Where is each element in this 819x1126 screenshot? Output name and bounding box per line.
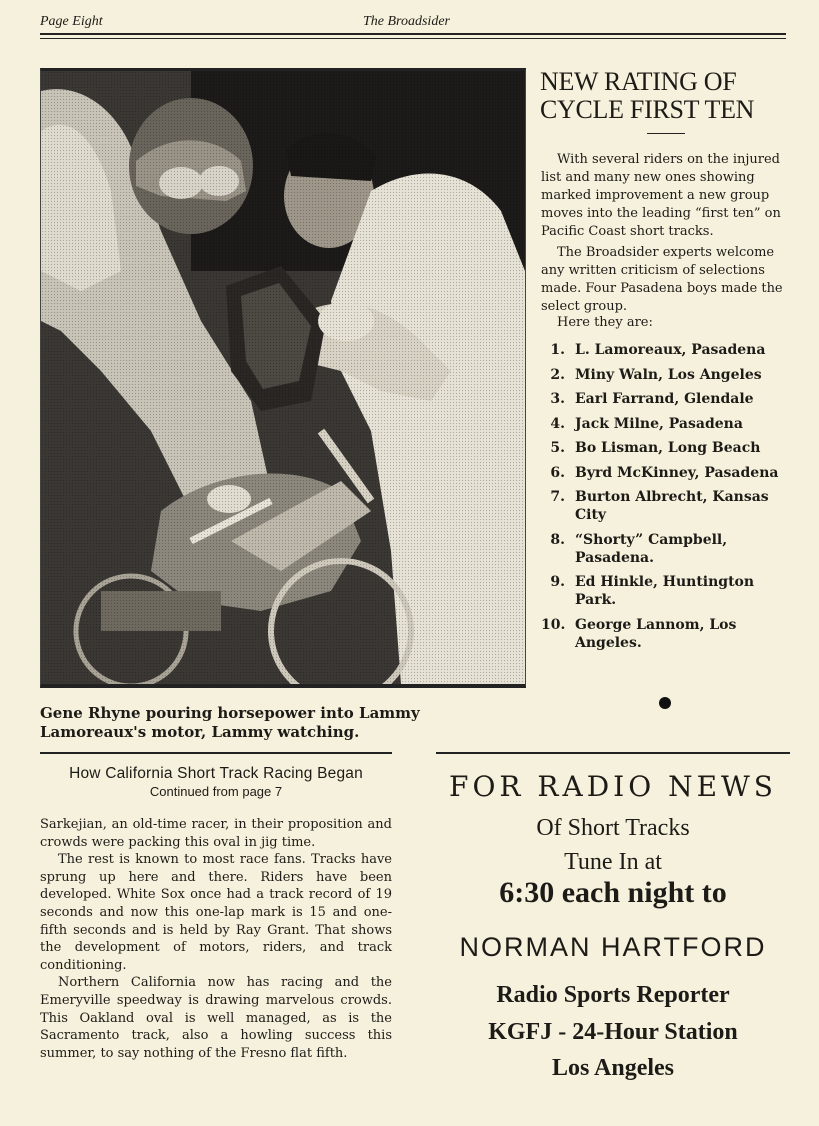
rider-rank: 8. [550, 531, 565, 548]
rider-item [541, 415, 793, 433]
rider-rank: 9. [550, 574, 565, 590]
rider-rank: 5. [550, 440, 565, 456]
rider-rank: 6. [550, 464, 565, 481]
ad-headline: FOR RADIO NEWS [449, 770, 777, 803]
rider-rank: 2. [550, 366, 565, 383]
rider-entry: Jack Milne, Pasadena [575, 415, 743, 432]
rider-entry: Byrd McKinney, Pasadena [575, 464, 779, 481]
publication-name: The Broadsider [363, 14, 450, 29]
rider-rank: 1. [550, 342, 565, 358]
ad-line: Tune In at [564, 849, 662, 875]
photo-caption: Gene Rhyne pouring horsepower into Lammy Lamoreaux's motor, Lammy watching. [40, 704, 420, 741]
end-mark-bullet [659, 697, 671, 709]
rider-entry: Earl Farrand, Glendale [575, 391, 754, 407]
ad-broadcast-time: 6:30 each night to [499, 876, 727, 909]
rider-entry: Miny Waln, Los Angeles [575, 366, 762, 383]
article-paragraph: The Broadsider experts welcome any written criticism of selections made. Four Pasadena boys made the select group. [541, 245, 783, 314]
rider-item [541, 439, 793, 457]
page-number-label: Page Eight [40, 14, 103, 29]
rider-rank: 3. [550, 391, 565, 407]
section-rule [40, 752, 392, 754]
rider-item [541, 573, 793, 609]
article-headline: NEW RATING OF CYCLE FIRST TEN [540, 67, 755, 124]
article-paragraph: Northern California now has racing and the Emeryville speedway is drawing marvelous crowds. This Oakland oval is well managed, as is the Sacramento track, also a howling success this summer, to say nothing of the Fresno flat fifth. [40, 975, 392, 1061]
rider-entry: George Lannom, Los Angeles. [575, 616, 737, 651]
rider-rank: 4. [550, 415, 565, 432]
article-paragraph: With several riders on the injured list and many new ones showing marked improvement a new group moves into the leading “first ten” on Pacific Coast short tracks. [541, 152, 781, 239]
headline-divider [647, 133, 685, 134]
ad-city: Los Angeles [551, 1055, 674, 1081]
ad-reporter-role: Radio Sports Reporter [496, 982, 730, 1008]
ad-line: Of Short Tracks [536, 815, 690, 841]
rider-item [541, 366, 793, 384]
article-paragraph: The rest is known to most race fans. Tracks have sprung up here and there. Riders have been developed. White Sox once had a track record of 19 seconds and now this one-lap mark is 15 and one-fifth seconds and is held by Ray Grant. That shows the development of motors, riders, and track conditioning. [40, 852, 392, 973]
rider-entry: Bo Lisman, Long Beach [575, 440, 761, 456]
rider-item [541, 488, 793, 524]
rider-rank: 7. [550, 489, 565, 505]
section-rule [436, 752, 790, 754]
rider-entry: Ed Hinkle, Huntington Park. [575, 574, 755, 608]
header-rule-thin [40, 38, 786, 39]
header-rule [40, 33, 786, 35]
mechanics-photo [40, 68, 526, 688]
rider-item [541, 341, 793, 359]
article-body [40, 816, 392, 1062]
ad-reporter-name: NORMAN HARTFORD [459, 932, 767, 962]
rider-item [541, 616, 793, 652]
ad-station: KGFJ - 24-Hour Station [488, 1019, 738, 1045]
article-paragraph: Sarkejian, an old-time racer, in their proposition and crowds were packing this oval in jig time. [40, 817, 392, 850]
rider-item [541, 464, 793, 482]
rider-ranking-list [541, 341, 793, 658]
rider-item [541, 390, 793, 408]
rider-item [541, 531, 793, 567]
rider-rank: 10. [541, 616, 566, 633]
rider-entry: “Shorty” Campbell, Pasadena. [575, 531, 728, 566]
article-paragraph: Here they are: [557, 315, 653, 330]
photo-illustration [41, 71, 525, 684]
rider-entry: Burton Albrecht, Kansas City [575, 489, 769, 523]
article-headline: How California Short Track Racing Began [69, 765, 363, 782]
continued-note: Continued from page 7 [149, 784, 283, 799]
rider-entry: L. Lamoreaux, Pasadena [575, 342, 766, 358]
